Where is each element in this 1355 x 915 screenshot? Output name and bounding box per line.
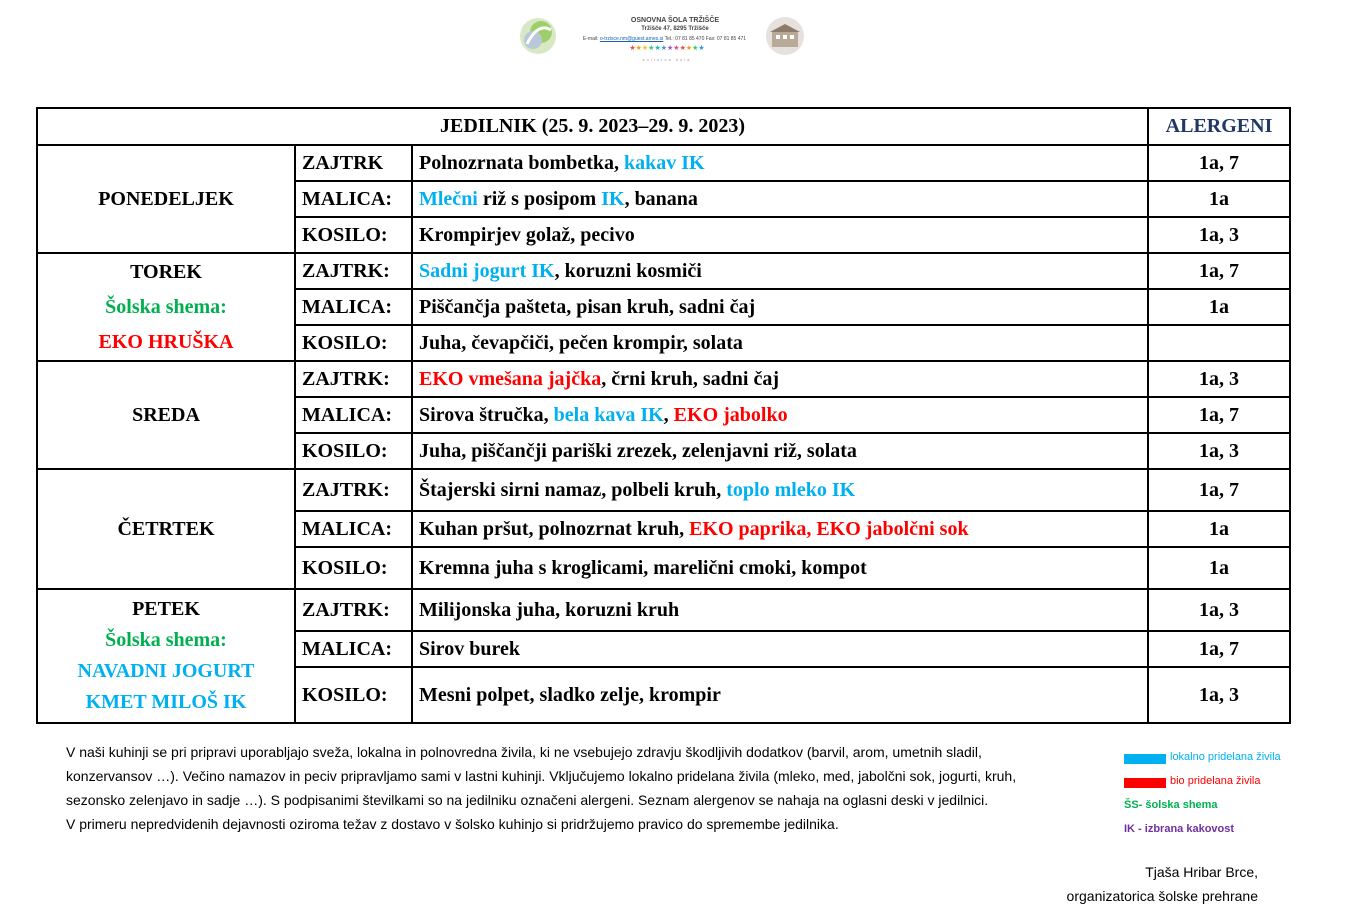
meal-type: KOSILO:: [295, 667, 412, 723]
signature: [1010, 860, 1258, 908]
day-name: ČETRTEK: [117, 517, 215, 540]
meal-items: Piščančja pašteta, pisan kruh, sadni čaj: [412, 289, 1148, 325]
meal-type: KOSILO:: [295, 217, 412, 253]
meal-type: MALICA:: [295, 181, 412, 217]
allergen-codes: 1a: [1148, 289, 1290, 325]
school-scheme-label: Šolska shema:: [105, 295, 227, 318]
meal-items: Polnozrnata bombetka, kakav IK: [412, 145, 1148, 181]
menu-title: JEDILNIK (25. 9. 2023–29. 9. 2023): [37, 108, 1148, 145]
legend-item-scheme: ŠS- šolska shema: [1124, 799, 1218, 811]
meal-type: ZAJTRK: [295, 145, 412, 181]
table-row: [37, 145, 1290, 181]
meal-type: MALICA:: [295, 631, 412, 667]
meal-type: MALICA:: [295, 511, 412, 547]
day-name: PETEK: [132, 598, 200, 620]
legend-swatch-blue: [1124, 754, 1166, 764]
school-scheme-item: NAVADNI JOGURT: [77, 660, 255, 682]
table-row: [37, 253, 1290, 289]
meal-items: Sirov burek: [412, 631, 1148, 667]
meal-type: ZAJTRK:: [295, 469, 412, 511]
meal-type: KOSILO:: [295, 325, 412, 361]
table-header-row: [37, 108, 1290, 145]
day-monday: [37, 145, 295, 253]
allergen-codes: 1a, 7: [1148, 253, 1290, 289]
menu-table: [36, 107, 1291, 724]
allergen-codes: 1a, 7: [1148, 397, 1290, 433]
note-line: sezonsko zelenjavo in sadje …). S podpisanimi številkami so na jedilniku označeni alergeni. Seznam alergenov se nahaja na oglasni deski v jedilnici.: [66, 792, 989, 808]
meal-items: Milijonska juha, koruzni kruh: [412, 589, 1148, 631]
meal-items: Štajerski sirni namaz, polbeli kruh, toplo mleko IK: [412, 469, 1148, 511]
legend-item-bio: bio pridelana živila: [1124, 774, 1324, 798]
school-contact: [562, 36, 767, 42]
school-scheme-label: Šolska shema:: [105, 629, 227, 651]
fax: Fax: 07 81 85 471: [705, 36, 747, 42]
email-label: E-mail:: [582, 36, 599, 42]
allergen-codes: 1a, 7: [1148, 145, 1290, 181]
meal-type: KOSILO:: [295, 433, 412, 469]
signature-role: organizatorica šolske prehrane: [1066, 888, 1258, 904]
allergen-codes: 1a: [1148, 181, 1290, 217]
allergen-codes: 1a: [1148, 547, 1290, 589]
school-name: OSNOVNA ŠOLA TRŽIŠČE: [630, 17, 720, 24]
school-logo-icon: [519, 16, 557, 56]
day-wednesday: [37, 361, 295, 469]
table-row: [37, 361, 1290, 397]
school-address: Tržišče 47, 8295 Tržišče: [641, 26, 709, 32]
note-line: konzervansov …). Večino namazov in peciv pripravljamo sami v lastni kuhinji. Vključujemo lokalno pridelana živila (mleko, med, jabolčni sok, jogurti, kruh,: [66, 768, 1017, 784]
meal-items: Mesni polpet, sladko zelje, krompir: [412, 667, 1148, 723]
allergen-codes: 1a, 7: [1148, 469, 1290, 511]
table-row: [37, 469, 1290, 511]
legend-item-local: lokalno pridelana živila: [1124, 750, 1324, 774]
meal-items: Kuhan pršut, polnozrnat kruh, EKO paprika, EKO jabolčni sok: [412, 511, 1148, 547]
meal-items: Juha, čevapčiči, pečen krompir, solata: [412, 325, 1148, 361]
meal-type: KOSILO:: [295, 547, 412, 589]
school-building-icon: [765, 16, 805, 56]
school-scheme-item: KMET MILOŠ IK: [85, 691, 247, 713]
meal-type: MALICA:: [295, 289, 412, 325]
day-name: SREDA: [132, 403, 200, 426]
school-header: [515, 12, 810, 62]
allergen-codes: 1a: [1148, 511, 1290, 547]
meal-items: Mlečni riž s posipom IK, banana: [412, 181, 1148, 217]
school-tagline: kulturna šola: [642, 57, 692, 62]
note-line: V primeru nepredvidenih dejavnosti oziroma težav z dostavo v šolsko kuhinjo si pridržujemo pravico do spremembe jedilnika.: [66, 816, 839, 832]
tel: Tel.: 07 81 85 470: [664, 36, 705, 42]
note-line: V naši kuhinji se pri pripravi uporabljajo sveža, lokalna in polnovredna živila, ki ne vsebujejo zdravju škodljivih dodatkov (barvil, arom, umetnih sladil,: [66, 744, 982, 760]
allergen-codes: 1a, 3: [1148, 361, 1290, 397]
day-tuesday: [37, 253, 295, 361]
day-thursday: [37, 469, 295, 589]
allergen-codes: 1a, 3: [1148, 433, 1290, 469]
meal-items: EKO vmešana jajčka, črni kruh, sadni čaj: [412, 361, 1148, 397]
legend-item-quality: IK - izbrana kakovost: [1124, 823, 1235, 835]
day-name: TOREK: [130, 260, 202, 283]
signature-name: Tjaša Hribar Brce,: [1145, 864, 1258, 880]
meal-type: ZAJTRK:: [295, 589, 412, 631]
legend-swatch-red: [1124, 778, 1166, 788]
meal-type: MALICA:: [295, 397, 412, 433]
meal-items: Sadni jogurt IK, koruzni kosmiči: [412, 253, 1148, 289]
stars-decoration: ★★★★★★★★★★★★: [629, 44, 705, 52]
allergen-codes: 1a, 3: [1148, 217, 1290, 253]
table-row: [37, 589, 1290, 631]
day-friday: [37, 589, 295, 723]
day-name: PONEDELJEK: [98, 187, 234, 210]
color-legend: [1124, 750, 1324, 846]
allergen-codes: 1a, 7: [1148, 631, 1290, 667]
meal-items: Kremna juha s kroglicami, marelični cmoki, kompot: [412, 547, 1148, 589]
meal-type: ZAJTRK:: [295, 253, 412, 289]
meal-type: ZAJTRK:: [295, 361, 412, 397]
allergen-codes: 1a, 3: [1148, 667, 1290, 723]
meal-items: Krompirjev golaž, pecivo: [412, 217, 1148, 253]
school-scheme-item: EKO HRUŠKA: [98, 330, 234, 353]
meal-items: Juha, piščančji pariški zrezek, zelenjavni riž, solata: [412, 433, 1148, 469]
allergen-codes: 1a, 3: [1148, 589, 1290, 631]
email-link[interactable]: o-trzisce.nm@guest.arnes.si: [599, 36, 664, 42]
meal-items: Sirova štručka, bela kava IK, EKO jabolko: [412, 397, 1148, 433]
allergen-codes: [1148, 325, 1290, 361]
allergens-header: ALERGENI: [1148, 108, 1290, 145]
menu-notes: [66, 740, 1111, 836]
